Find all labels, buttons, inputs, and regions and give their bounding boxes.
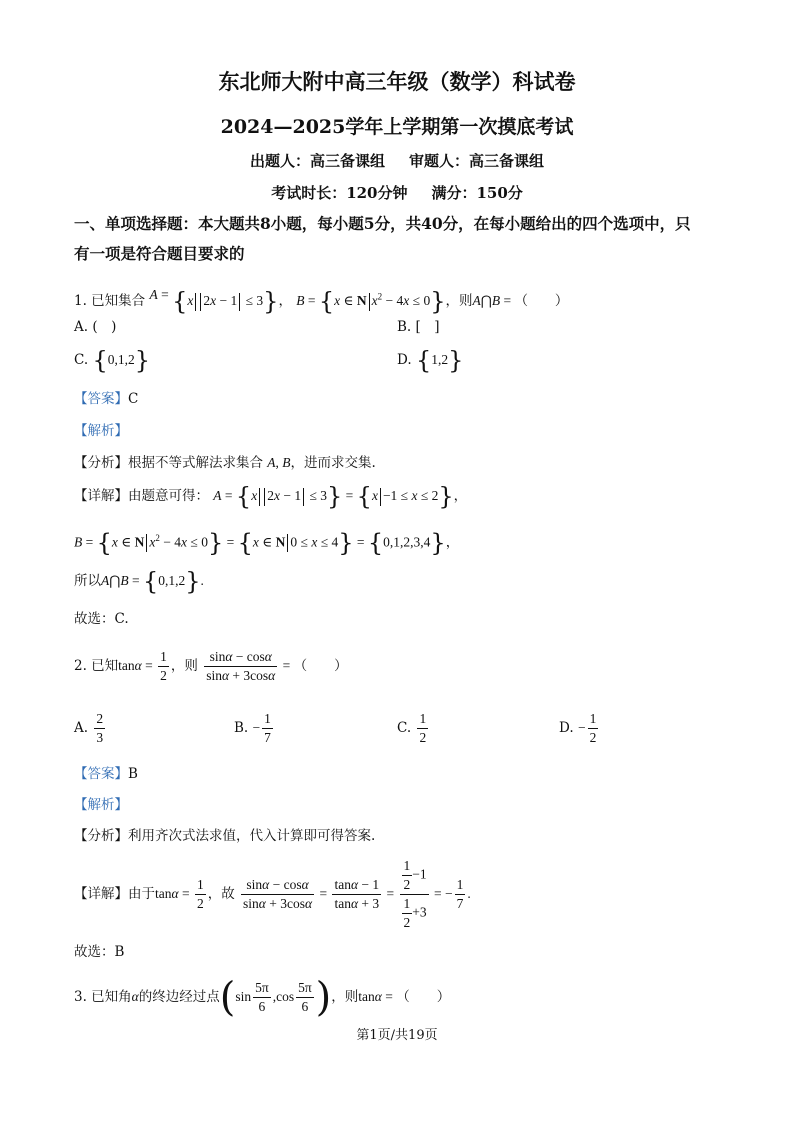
reviewer-label: 审题人：高三备课组 [409,152,545,170]
question-2: 2. 已知tanα = $\frac{1}{2}$ ，则 $\frac{\sin\alpha - \cos\alpha}{\sin\alpha + 3\cos\alpha}$ = （ ） [74,649,348,683]
q2-option-b: B. − $\frac{1}{7}$ [234,711,271,745]
q2-option-a: A. $\frac{2}{3}$ [74,711,104,745]
exam-title: 东北师大附中高三年级（数学）科试卷 [218,69,576,94]
exam-authors [0,150,794,171]
q2-analysis-tag: 【解析】 [74,797,128,813]
q1-detail-1: 【详解】由题意可得： A = {x 2x − 1 ≤ 3} = {x −1 ≤ x ≤ 2}， [74,482,468,511]
q1-detail-2: B = {x ∈ N $x^2 - 4x \le 0\} = \{x$ ∈ N 0 ≤ x ≤ 4} = {0,1,2,3,4}， [74,529,460,557]
q1-select: 故选：C. [74,611,129,627]
q2-answer: 【答案】B [74,766,138,782]
q1-answer: 【答案】C [74,391,139,407]
q1-detail-3: 所以A⋂B = {0,1,2}. [74,567,204,596]
q1-option-c: C. {0,1,2} [74,346,150,375]
q2-detail: 【详解】由于tanα = $\frac{1}{2}$ ，故 $\frac{\sin\alpha - \cos\alpha}{\sin\alpha + 3\cos\alpha}$ = $\frac{\tan\alpha - 1}{\tan\alpha + 3}$ = $\frac{1}{2}$ −1 $\frac{1}{2}$ +3 = − $\frac{1}{7}$ . [74,858,471,930]
page-footer: 第1页/共19页 [356,1028,438,1043]
q1-option-a: A. ( ) [74,319,117,335]
exam-subtitle: 2024—2025学年上学期第一次摸底考试 [220,116,574,138]
section-heading-1: 一、单项选择题：本大题共8小题，每小题5分，共40分，在每小题给出的四个选项中，只 [74,214,691,233]
q1-analysis-tag: 【解析】 [74,423,128,439]
q1-option-d: D. {1,2} [397,346,464,375]
q2-option-d: D. − $\frac{1}{2}$ [559,711,597,745]
q2-option-c: C. $\frac{1}{2}$ [397,711,427,745]
q1-fenxi: 【分析】根据不等式解法求集合 A, B，进而求交集. [74,455,376,471]
question-1: 1. 已知集合 A = {x 2x − 1 ≤ 3}， B = {x ∈ N $x^2 - 4x \le 0$}，则A⋂B = （ ） [74,287,569,316]
q2-select: 故选：B [74,944,125,960]
time-label: 考试时长：120分钟 [271,184,408,202]
q1-option-b: B. [ ] [397,319,440,335]
question-3: 3. 已知角α的终边经过点(sin $\frac{5\pi}{6}$ ,cos $\frac{5\pi}{6}$ )，则tanα = （ ） [74,974,451,1021]
q2-fenxi: 【分析】利用齐次式法求值，代入计算即可得答案. [74,828,376,844]
score-label: 满分：150分 [431,184,523,202]
setter-label: 出题人：高三备课组 [249,152,385,170]
exam-duration [0,182,794,203]
section-heading-2: 有一项是符合题目要求的 [74,244,245,263]
